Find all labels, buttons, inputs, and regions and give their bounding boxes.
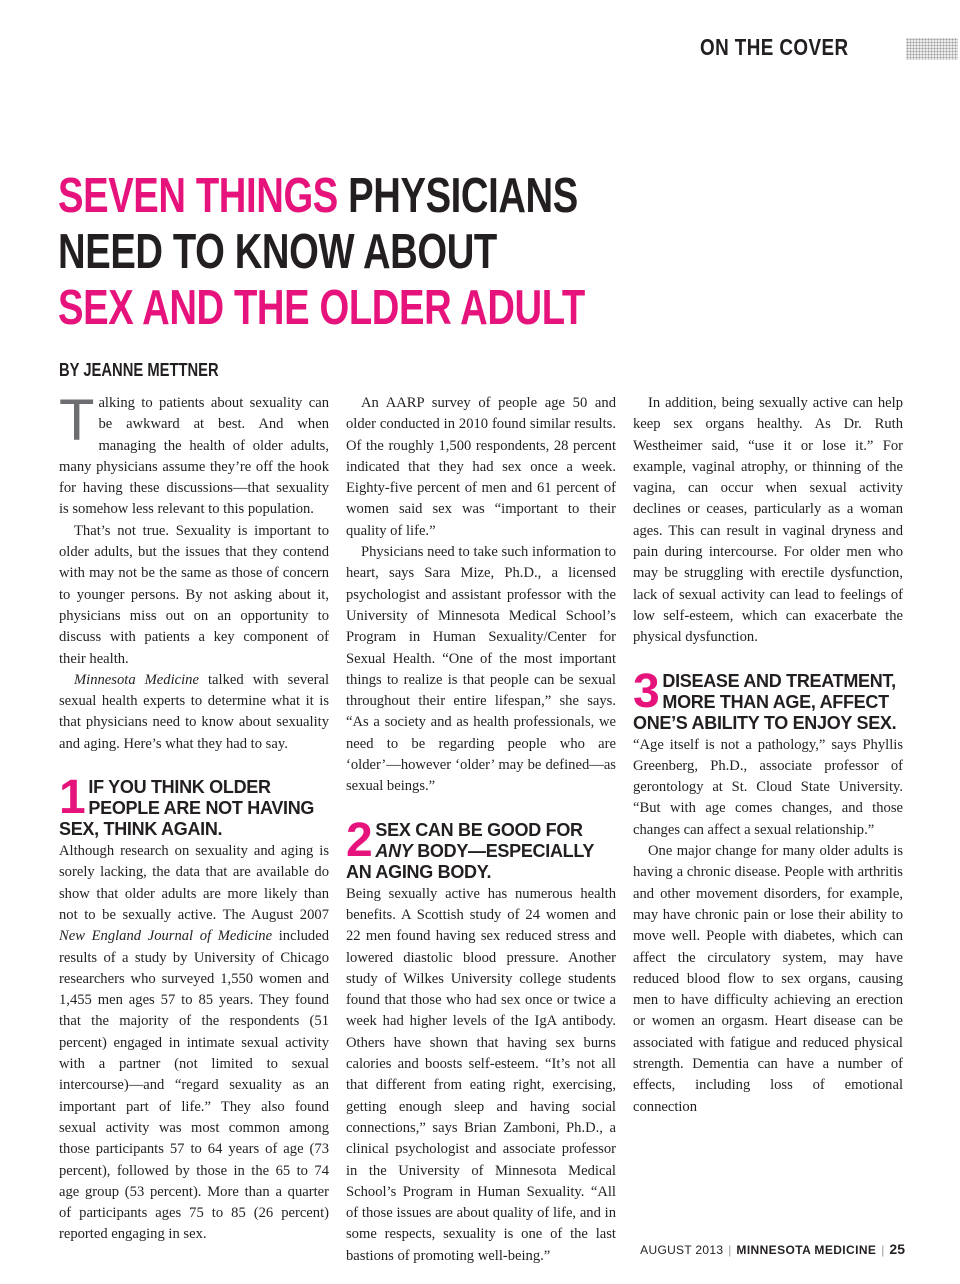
page-title (58, 168, 585, 336)
section-1-paragraph-3: Physicians need to take such information to heart, says Sara Mize, Ph.D., a licensed psychologist and assistant professor with the University of Minnesota Medical School’s Program in Human Sexuality/Center for Sexual Health. “One of the most important things to realize is that people can be sexual throughout their entire lifespan,” she says. “As a society and as health professionals, we need to be regarding people who are ‘older’—however ‘older’ may be defined—as sexual beings.” (346, 544, 616, 795)
headline-line1-dark: PHYSICIANS (348, 169, 578, 223)
section-3-heading-text: DISEASE AND TREATMENT, MORE THAN AGE, AFFECT ONE’S ABILITY TO ENJOY SEX. (633, 670, 897, 733)
section-label: ON THE COVER (700, 34, 849, 60)
section-2-heading-text-a: SEX CAN BE GOOD FOR (375, 819, 583, 840)
intro-paragraph-2: That’s not true. Sexuality is important to older adults, but the issues that they contend with may not be the same as those of concern to younger persons. By not asking about it, physicians miss out on an opportunity to discuss with patients a key component of their health. (59, 522, 329, 667)
section-1-paragraph-1 (59, 841, 329, 1246)
footer-separator-2: | (881, 1243, 885, 1257)
section-1-paragraph-2: An AARP survey of people age 50 and older conducted in 2010 found similar results. Of the roughly 1,500 respondents, 28 percent indicated that they had sex once a week. Eighty-five percent of men and 61 percent of women said sex was “important to their quality of life.” (346, 395, 616, 539)
section-2-heading-italic: ANY (375, 840, 413, 861)
intro-p1-text: alking to patients about sexuality can be awkward at best. And when managing the health of older adults, many physicians assume they’re off the hook for having these discussions—that sexuality is somehow less relevant to this population. (59, 395, 329, 518)
section-2-paragraph-1: Being sexually active has numerous health benefits. A Scottish study of 24 women and 22 men found having sex reduced stress and lowered diastolic blood pressure. Another study of Wilkes University college students found that those who had sex once or twice a week had higher levels of the IgA antibody. Others have shown that having sex burns calories and boosts self-esteem. “It’s not all that different from eating right, exercising, getting enough sleep and having social connections,” says Brian Zamboni, Ph.D., a clinical psychologist and associate professor in the University of Minnesota Medical School’s Program in Human Sexuality. “All of those issues are about quality of life, and in some respects, sexuality is one of the last bastions of promoting well-being.” (346, 885, 616, 1264)
article-column-3 (633, 393, 903, 1118)
halftone-dots-decoration (906, 38, 958, 60)
section-3-number: 3 (633, 664, 660, 718)
section-2-heading (346, 813, 616, 883)
section-1-heading-text: IF YOU THINK OLDER PEOPLE ARE NOT HAVING SEX, THINK AGAIN. (59, 777, 315, 840)
article-column-1 (59, 388, 329, 1246)
headline-line3: SEX AND THE OLDER ADULT (58, 281, 585, 335)
publication-name-italic: Minnesota Medicine (74, 671, 199, 688)
article-column-2 (346, 393, 616, 1267)
page-footer (640, 1241, 905, 1257)
section-1-number: 1 (59, 771, 86, 825)
section-3-heading (633, 664, 903, 734)
section-1-p1-text-b: included results of a study by University of Chicago researchers who surveyed 1,550 women and 1,455 men ages 57 to 85 years. They found that the majority of the respondents (51 percent) engaged in intimate sexual activity with a partner (not limited to sexual intercourse)—and “regard sexuality as an important part of life.” They also found sexual activity was most common among those participants 57 to 64 years of age (73 percent), followed by those in the 65 to 74 age group (53 percent). More than a quarter of participants ages 75 to 85 (26 percent) reported engaging in sex. (59, 928, 329, 1243)
headline-line2: NEED TO KNOW ABOUT (58, 225, 497, 279)
section-1-p1-text-a: Although research on sexuality and aging is sorely lacking, the data that are available do show that older adults are more likely than not to be sexually active. The August 2007 (59, 843, 329, 923)
intro-paragraph-3 (59, 670, 329, 755)
section-3-paragraph-1: “Age itself is not a pathology,” says Phyllis Greenberg, Ph.D., associate professor of gerontology at St. Cloud State University. “But with age comes changes, and those changes can affect a sexual relationship.” (633, 736, 903, 838)
publication-name: MINNESOTA MEDICINE (736, 1243, 877, 1257)
journal-name-italic: New England Journal of Medicine (59, 928, 273, 945)
section-3-paragraph-2: One major change for many older adults is having a chronic disease. People with arthritis and other movement disorders, for example, may have chronic pain or lose their ability to move well. People with diabetes, which can affect the circulatory system, may have reduced blood flow to sex organs, causing men to have difficulty achieving an erection or women an orgasm. Heart disease can be associated with fatigue and reduced physical strength. Dementia can have a number of effects, including loss of emotional connection (633, 843, 903, 1115)
intro-paragraph-1 (59, 388, 329, 521)
footer-separator: | (728, 1243, 732, 1257)
section-2-heading-text-b: BODY—ESPECIALLY AN AGING BODY. (346, 840, 594, 882)
intro-p3-text: talked with several sexual health experts to determine what it is that physicians need to know about sexuality and aging. Here’s what they had to say. (59, 671, 329, 752)
section-2-number: 2 (346, 813, 373, 867)
page-number: 25 (889, 1241, 905, 1257)
drop-cap: T (59, 388, 95, 453)
issue-date: AUGUST 2013 (640, 1243, 724, 1257)
section-1-heading (59, 771, 329, 840)
headline-line1-pink: SEVEN THINGS (58, 169, 338, 223)
section-2-paragraph-2: In addition, being sexually active can help keep sex organs healthy. As Dr. Ruth Westheimer said, “use it or lose it.” For example, vaginal atrophy, or thinning of the vagina, can occur when sexual activity declines or ceases, particularly as a woman ages. This can result in vaginal dryness and pain during intercourse. For older men who may be struggling with erectile dysfunction, lack of sexual activity can lead to feelings of low self-esteem, which can exacerbate the physical dysfunction. (633, 395, 903, 646)
byline: BY JEANNE METTNER (59, 360, 219, 380)
